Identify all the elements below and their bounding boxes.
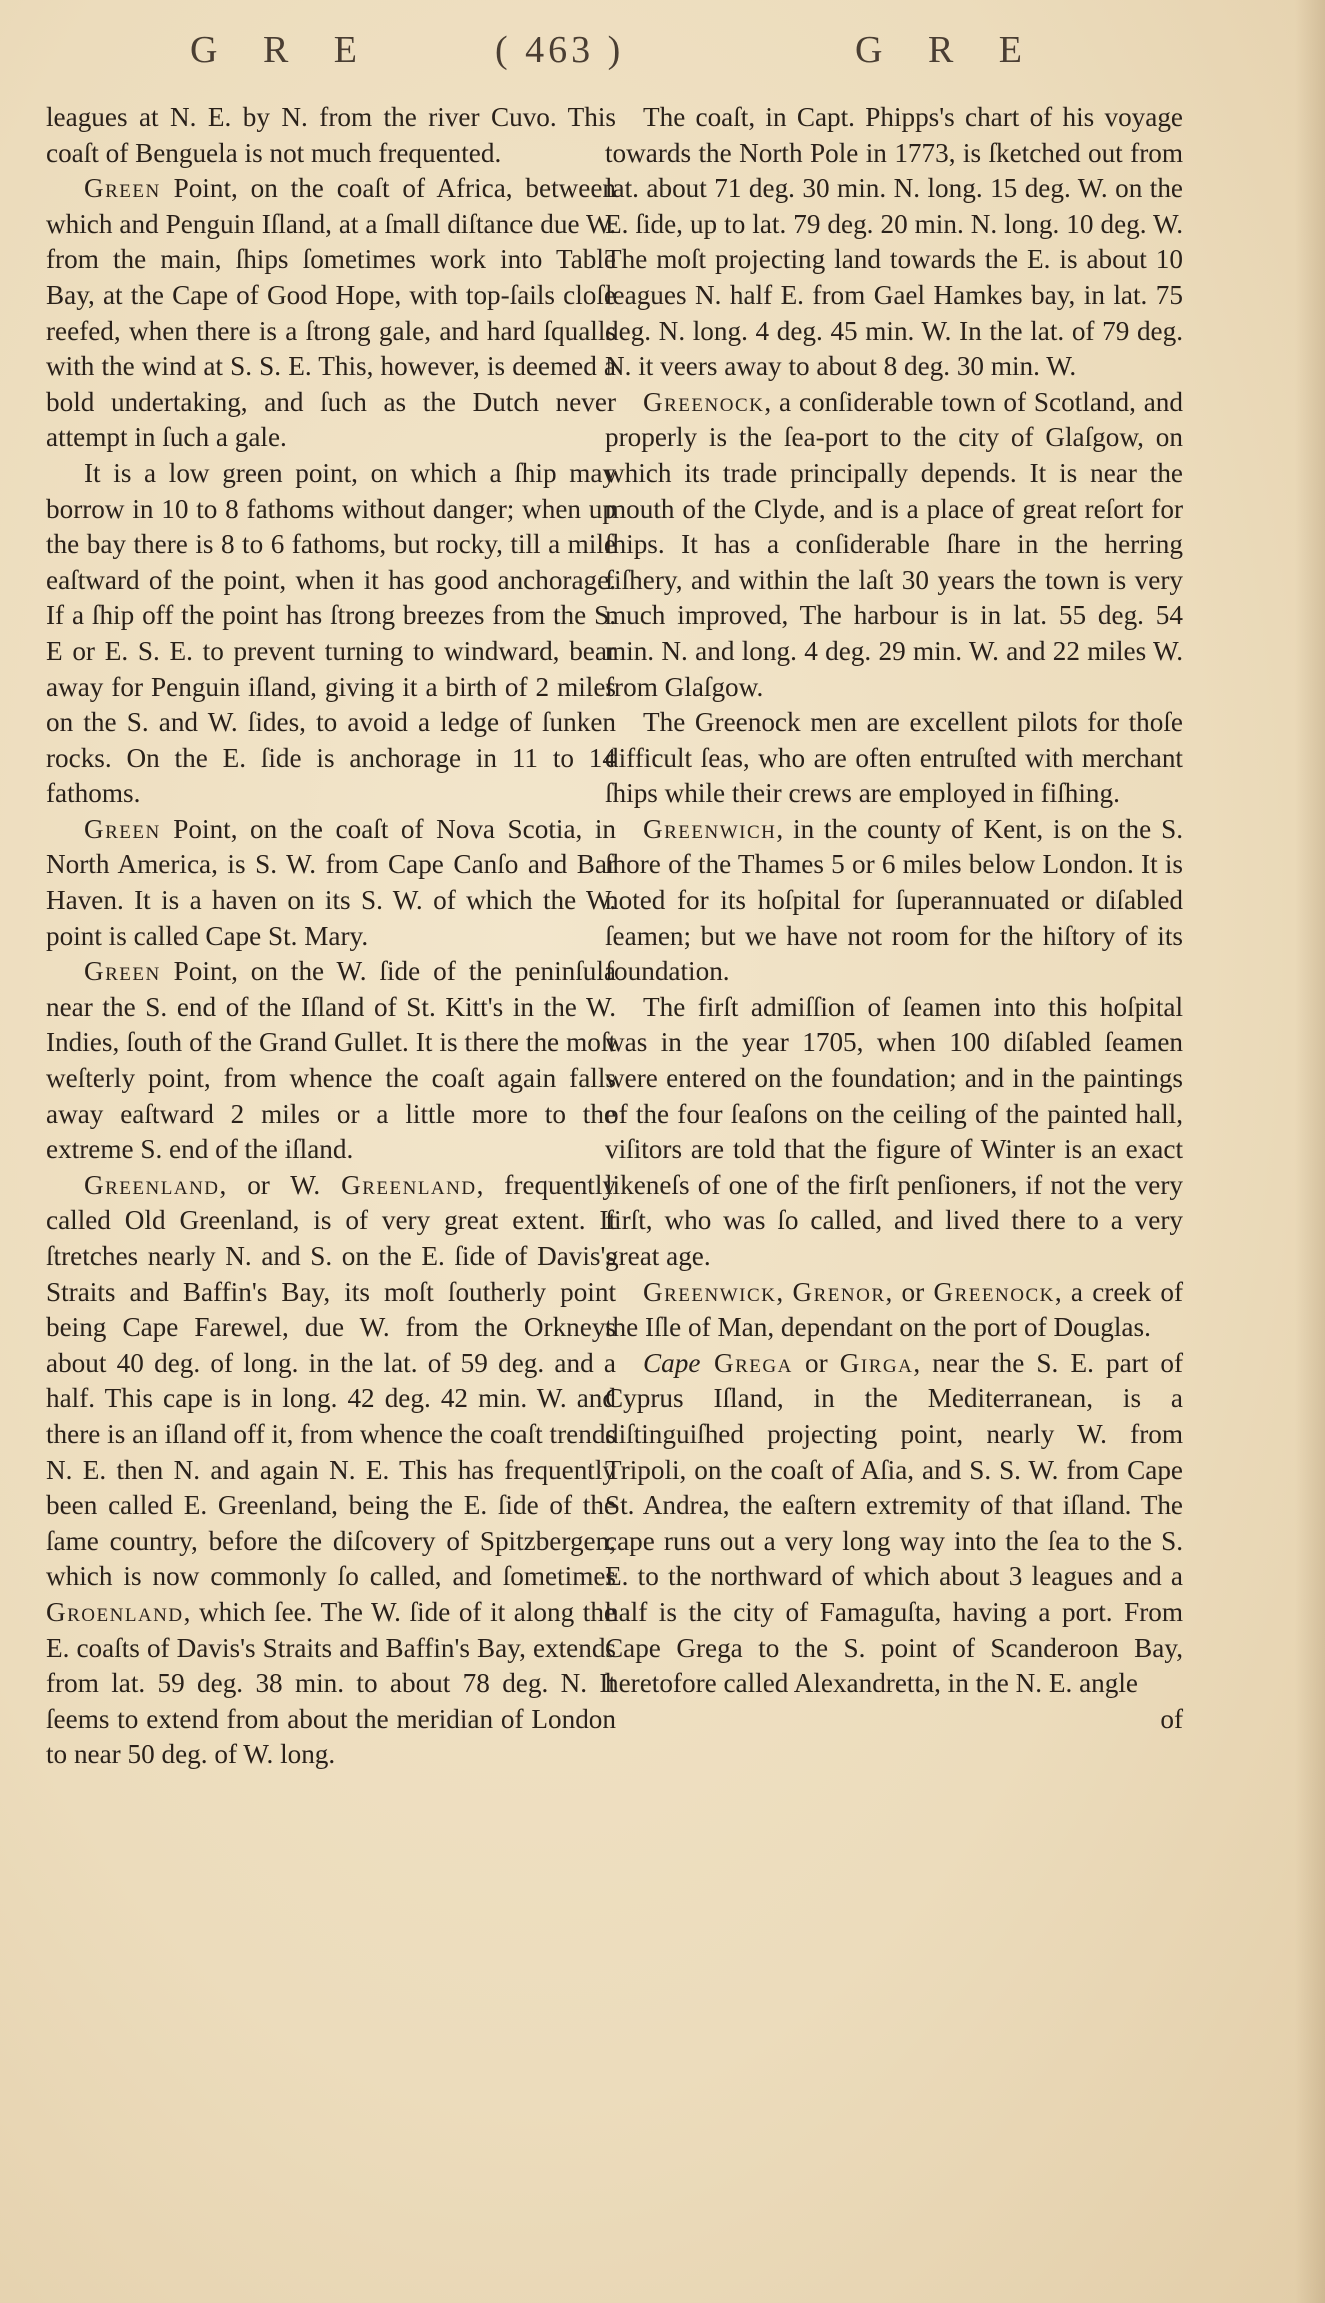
entry-text: , near the S. E. part of Cyprus Iſland, in the Mediterranean, is a diſtinguiſhed projecting point, nearly W. from Tripoli, on the coaſt of Aſia, and S. S. W. from Cape St. Andrea, the eaſtern extremity of that iſland. The cape runs out a very long way into the ſea to the S. E. to the northward of which about 3 leagues and a half is the city of Famaguſta, having a port. From Cape Grega to the S. point of Scanderoon Bay, heretofore called Alexandretta, in the N. E. angle (605, 1347, 1183, 1699)
entry-green-point-nova-scotia (46, 812, 616, 954)
header-left: G R E (190, 29, 375, 71)
entry-text: Point, on the coaſt of Nova Scotia, in North America, is S. W. from Cape Canſo and Bar Haven. It is a haven on its S. W. of which the W. point is called Cape St. Mary. (46, 813, 616, 951)
running-header (0, 28, 1325, 88)
entry-text: , a conſiderable town of Scotland, and properly is the ſea-port to the city of Glaſgow, on which its trade principally depends. It is near the mouth of the Clyde, and is a place of great reſort for ſhips. It has a conſiderable ſhare in the herring fiſhery, and within the laſt 30 years the town is very much improved, The harbour is in lat. 55 deg. 54 min. N. and long. 4 deg. 29 min. W. and 22 miles W. from Glaſgow. (605, 386, 1183, 702)
entry-headword: Grega (700, 1347, 793, 1378)
entry-text: , in the county of Kent, is on the S. ſhore of the Thames 5 or 6 miles below London. It is noted for its hoſpital for ſuperannuated or diſabled ſeamen; but we have not room for the hiſtory of its foundation. (605, 813, 1183, 987)
entry-benguela-continued: leagues at N. E. by N. from the river Cuvo. This coaſt of Benguela is not much frequented. (46, 102, 616, 168)
entry-headword: Green (84, 173, 161, 204)
entry-headword: Greenland (341, 1169, 477, 1200)
entry-green-point-st-kitts (46, 954, 616, 1168)
entry-text: or (792, 1347, 840, 1378)
entry-headword: Green (84, 956, 161, 987)
entry-headword: Greenwich (643, 813, 777, 844)
entry-headword: Greenwick (643, 1276, 777, 1307)
entry-headword: Girga (839, 1347, 914, 1378)
entry-headword: Greenock (933, 1276, 1055, 1307)
entry-text: , or (885, 1276, 934, 1307)
entry-greenock (605, 385, 1183, 705)
entry-text: , which ſee. The W. ſide of it along the E. coaſts of Davis's Straits and Baffin's Bay, extends from lat. 59 deg. 38 min. to about 78 deg. N. It ſeems to extend from about the meridian of London to near 50 deg. of W. long. (46, 1596, 616, 1770)
entry-greenwich-hospital: The firſt admiſſion of ſeamen into this hoſpital was in the year 1705, when 100 diſabled ſeamen were entered on the foundation; and in the paintings of the four ſeaſons on the ceiling of the painted hall, viſitors are told that the figure of Winter is an exact likeneſs of one of the firſt penſioners, if not the very firſt, who was ſo called, and lived there to a very great age. (605, 991, 1183, 1271)
entry-text: , a creek of the Iſle of Man, dependant on the port of Douglas. (605, 1276, 1183, 1343)
entry-greenwick (605, 1275, 1183, 1346)
entry-greenland (46, 1168, 616, 1773)
catchword: of (1160, 1703, 1183, 1734)
entry-headword: Grenor (792, 1276, 886, 1307)
entry-text: , or W. (219, 1169, 342, 1200)
entry-text: Point, on the coaſt of Africa, between which and Penguin Iſland, at a ſmall diſtance due W. from the main, ſhips ſometimes work into Table Bay, at the Cape of Good Hope, with top-ſails cloſe reefed, when there is a ſtrong gale, and hard ſqualls with the wind at S. S. E. This, however, is deemed a bold undertaking, and ſuch as the Dutch never attempt in ſuch a gale. (46, 173, 616, 453)
right-column (605, 100, 1183, 1737)
entry-headword: Greenland (84, 1169, 220, 1200)
entry-greenland-continued: The coaſt, in Capt. Phipps's chart of his voyage towards the North Pole in 1773, is ſketched out from lat. about 71 deg. 30 min. N. long. 15 deg. W. on the E. ſide, up to lat. 79 deg. 20 min. N. long. 10 deg. W. The moſt projecting land towards the E. is about 10 leagues N. half E. from Gael Hamkes bay, in lat. 75 deg. N. long. 4 deg. 45 min. W. In the lat. of 79 deg. N. it veers away to about 8 deg. 30 min. W. (605, 102, 1183, 382)
entry-greenwich (605, 812, 1183, 990)
entry-cross-reference: Groenland (46, 1596, 184, 1627)
entry-greenock-pilots: The Greenock men are excellent pilots for thoſe difficult ſeas, who are often entruſted with merchant ſhips while their crews are employed in fiſhing. (605, 707, 1183, 809)
header-right: G R E (855, 29, 1040, 71)
entry-text: , (776, 1276, 793, 1307)
entry-headword: Greenock (643, 386, 765, 417)
entry-prefix: Cape (643, 1347, 701, 1378)
entry-green-point-africa-continued: It is a low green point, on which a ſhip may borrow in 10 to 8 fathoms without danger; when up the bay there is 8 to 6 fathoms, but rocky, till a mile eaſtward of the point, when it has good anchorage. If a ſhip off the point has ſtrong breezes from the S. E or E. S. E. to prevent turning to windward, bear away for Penguin iſland, giving it a birth of 2 miles on the S. and W. ſides, to avoid a ledge of ſunken rocks. On the E. ſide is anchorage in 11 to 14 fathoms. (46, 457, 616, 809)
page-number: ( 463 ) (495, 29, 625, 71)
entry-green-point-africa (46, 171, 616, 456)
entry-headword: Green (84, 813, 161, 844)
entry-text: Point, on the W. ſide of the peninſula near the S. end of the Iſland of St. Kitt's in the W. Indies, ſouth of the Grand Gullet. It is there the moſt weſterly point, from whence the coaſt again falls away eaſtward 2 miles or a little more to the extreme S. end of the iſland. (46, 956, 616, 1165)
entry-text: , frequently called Old Greenland, is of very great extent. It ſtretches nearly N. and S. on the E. ſide of Davis's Straits and Baffin's Bay, its moſt ſoutherly point being Cape Farewel, due W. from the Orkneys about 40 deg. of long. in the lat. of 59 deg. and a half. This cape is in long. 42 deg. 42 min. W. and there is an iſland off it, from whence the coaſt trends N. E. then N. and again N. E. This has frequently been called E. Greenland, being the E. ſide of the ſame country, before the diſcovery of Spitzbergen, which is now commonly ſo called, and ſometimes (46, 1169, 616, 1592)
page-edge-shadow (1295, 0, 1325, 2303)
left-column (46, 100, 616, 1773)
entry-cape-grega (605, 1346, 1183, 1702)
